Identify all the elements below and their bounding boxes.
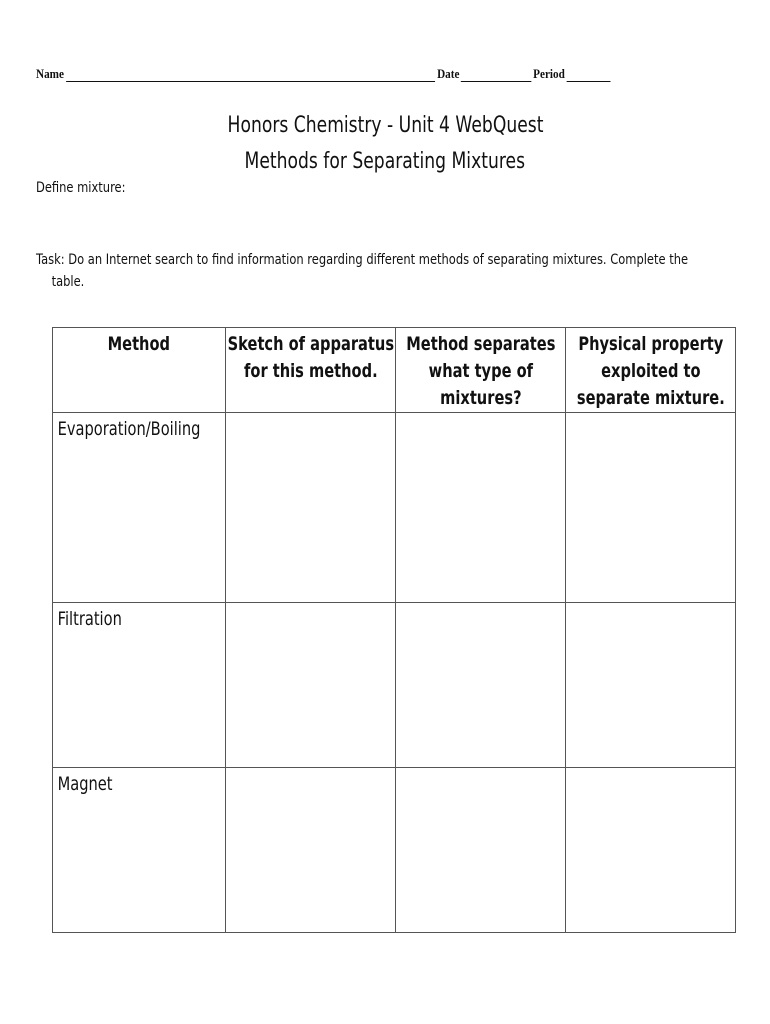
table-row	[53, 413, 736, 603]
title-line-2: Methods for Separating Mixtures	[244, 149, 526, 174]
title-line-1: Honors Chemistry - Unit 4 WebQuest	[227, 113, 543, 138]
table-row	[53, 603, 736, 768]
physical-property-cell[interactable]	[566, 603, 736, 768]
table-header-row	[53, 328, 736, 413]
method-cell	[53, 768, 226, 933]
task-instructions	[36, 249, 700, 293]
period-blank[interactable]	[567, 67, 611, 82]
name-blank[interactable]	[66, 67, 436, 82]
physical-property-cell[interactable]	[566, 413, 736, 603]
method-filtration: Filtration	[57, 608, 122, 630]
header-method: Method	[53, 328, 226, 413]
physical-property-cell[interactable]	[566, 768, 736, 933]
define-mixture-prompt: Define mixture:	[36, 180, 126, 196]
method-cell	[53, 413, 226, 603]
sketch-cell[interactable]	[226, 603, 396, 768]
page-title	[0, 108, 770, 180]
task-line-1: Task: Do an Internet search to find information regarding different methods of separating mixtures. Complete the	[36, 252, 689, 268]
method-evaporation: Evaporation/Boiling	[57, 418, 201, 440]
mixture-type-cell[interactable]	[396, 768, 566, 933]
sketch-cell[interactable]	[226, 413, 396, 603]
method-magnet: Magnet	[57, 773, 113, 795]
header-mixture-type: Method separates what type of mixtures?	[396, 328, 566, 413]
mixture-type-cell[interactable]	[396, 603, 566, 768]
sketch-cell[interactable]	[226, 768, 396, 933]
header-sketch: Sketch of apparatus for this method.	[226, 328, 396, 413]
header-physical-property: Physical property exploited to separate mixture.	[566, 328, 736, 413]
name-label: Name	[36, 66, 64, 81]
date-label: Date	[437, 66, 460, 81]
period-label: Period	[533, 66, 565, 81]
separation-methods-table	[52, 327, 736, 933]
student-info-line	[36, 62, 612, 82]
date-blank[interactable]	[461, 67, 531, 82]
task-line-2: table.	[51, 274, 85, 290]
method-cell	[53, 603, 226, 768]
table-row	[53, 768, 736, 933]
mixture-type-cell[interactable]	[396, 413, 566, 603]
